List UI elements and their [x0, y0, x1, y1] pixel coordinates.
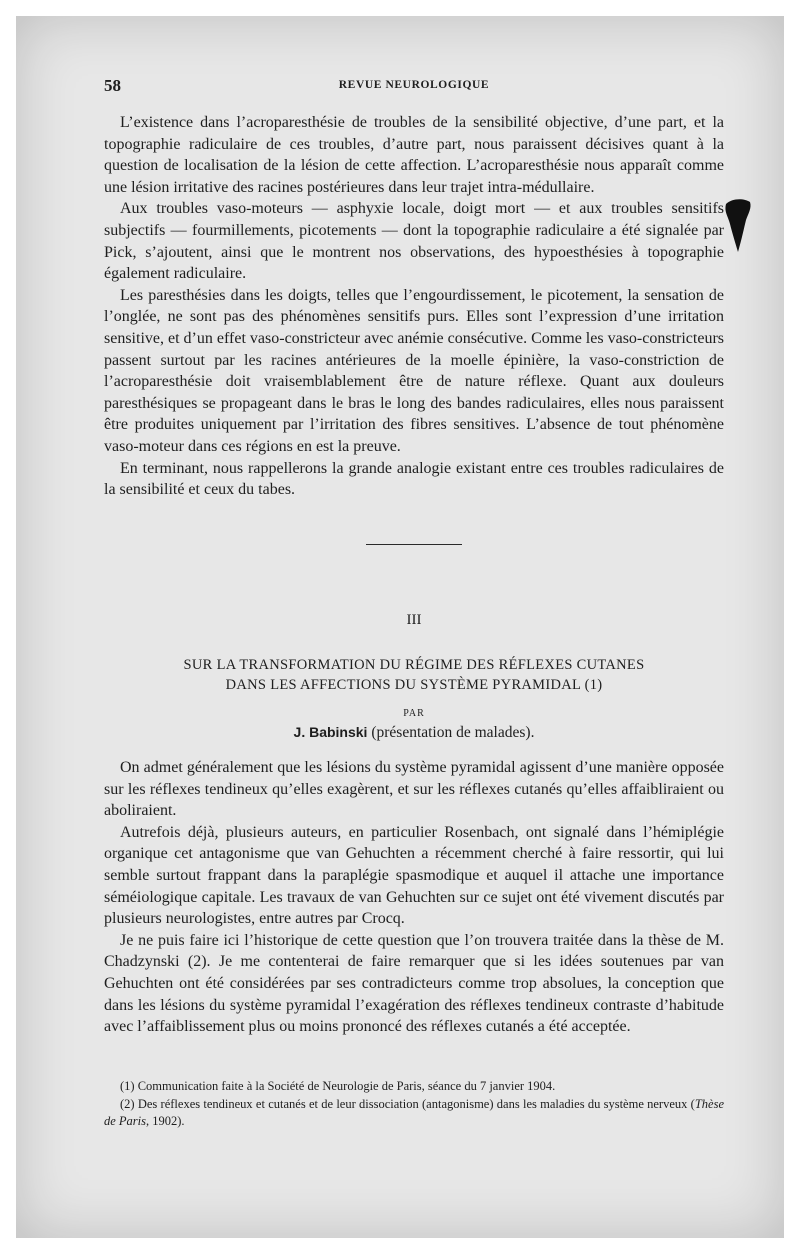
paragraph: Autrefois déjà, plusieurs auteurs, en particulier Rosenbach, ont signalé dans l’hémiplégie organique cet antagonisme que van Gehuchten a récemment cherché à faire ressortir, qui lui semble surtout frappant dans la paraplégie spasmodique et auquel il attache une importance séméiologique capitale. Les travaux de van Gehuchten sur ce sujet ont été vivement discutés par plusieurs neurologistes, entre autres par Crocq. — [104, 823, 724, 928]
paragraph: On admet généralement que les lésions du système pyramidal agissent d’une manière opposée sur les réflexes tendineux qu’elles exagèrent, et sur les réflexes cutanés qu’elles affaibliraient ou aboliraient. — [104, 759, 724, 820]
journal-title: REVUE NEUROLOGIQUE — [338, 79, 490, 91]
paragraph: En terminant, nous rappellerons la grande analogie existant entre ces troubles radiculaires de la sensibilité et ceux du tabes. — [104, 459, 724, 499]
byline — [104, 724, 724, 742]
paragraph: Je ne puis faire ici l’historique de cette question que l’on trouvera traitée dans la thèse de M. Chadzynski (2). Je me contenterai de faire remarquer que si les idées soutenues par van Gehuchten ont été considérées par ses contradicteurs comme trop absolues, la conception que dans les lésions du système pyramidal l’exagération des réflexes tendineux contraste d’habitude avec l’affaiblissement plus ou moins prononcé des réflexes cutanés a été acceptée. — [104, 931, 724, 1036]
footnotes — [104, 1078, 724, 1131]
author-note: (présentation de malades). — [371, 724, 535, 741]
page-number: 58 — [104, 76, 121, 95]
footnote-2-text: (2) Des réflexes tendineux et cutanés et de leur dissociation (antagonisme) dans les maladies du système nerveux ( — [120, 1096, 695, 1111]
article-body — [104, 757, 724, 1038]
footnote-2-italic: Thèse de Paris — [104, 1096, 724, 1128]
footnote-2 — [104, 1096, 724, 1131]
ink-blot — [722, 198, 752, 254]
section-separator — [366, 544, 462, 545]
preceding-article-text — [104, 112, 724, 501]
paragraph: Les paresthésies dans les doigts, telles que l’engourdissement, le picotement, la sensation de l’onglée, ne sont pas des phénomènes sensitifs purs. Elles sont l’expression d’une irritation sensitive, et d’un effet vaso-constricteur avec anémie consécutive. Comme les vaso-constricteurs passent surtout par les racines antérieures de la moelle épinière, la vaso-constriction de l’acroparesthésie doit vraisemblablement être de nature réflexe. Quant aux douleurs paresthésiques se propageant dans le bras le long des bandes radiculaires, elles nous paraissent être produites uniquement par l’irritation des fibres sensitives. L’absence de tout phénomène vaso-moteur dans ces régions en est la preuve. — [104, 286, 724, 455]
section-numeral: III — [406, 612, 422, 628]
running-head — [104, 76, 724, 96]
footnote-1: (1) Communication faite à la Société de Neurologie de Paris, séance du 7 janvier 1904. — [120, 1079, 556, 1093]
footnote-2-end: , 1902). — [146, 1114, 185, 1128]
byline-par: PAR — [403, 708, 425, 719]
article-title-line: SUR LA TRANSFORMATION DU RÉGIME DES RÉFLEXES CUTANES — [183, 657, 645, 673]
paragraph: Aux troubles vaso-moteurs — asphyxie locale, doigt mort — et aux troubles sensitifs subjectifs — fourmillements, picotements — dont la topographie radiculaire a été signalée par Pick, s’ajoutent, ainsi que le montrent nos observations, des hypoesthésies à topographie également radiculaire. — [104, 200, 724, 283]
author-name: J. Babinski — [293, 724, 368, 740]
article-title-line: DANS LES AFFECTIONS DU SYSTÈME PYRAMIDAL (1) — [225, 677, 603, 693]
paragraph: L’existence dans l’acroparesthésie de troubles de la sensibilité objective, d’une part, et la topographie radiculaire de ces troubles, d’autre part, nous paraissent décisives quant à la question de localisation de la lésion de cette affection. L’acroparesthésie nous apparaît comme une lésion irritative des racines postérieures dans leur trajet intra-médullaire. — [104, 114, 724, 196]
article-title — [104, 655, 724, 695]
